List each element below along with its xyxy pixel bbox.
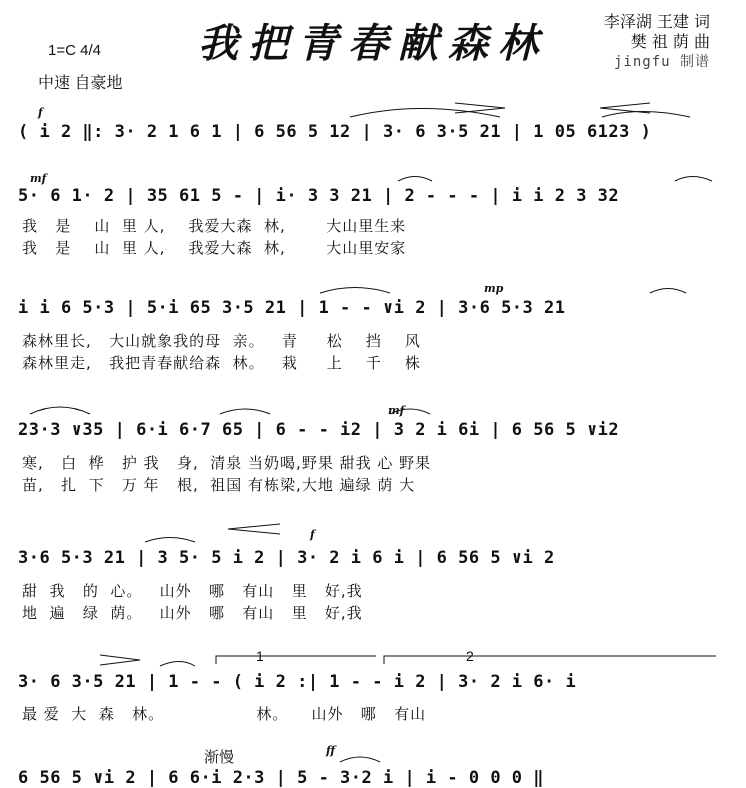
lyric-line-5b: 地 遍 绿 荫。 山外 哪 有山 里 好,我 (22, 604, 363, 622)
score-line-5: 3·6 5·3 21 | 3 5· 5 i 2 | 3· 2 i 6 i | 6 56 5 ∨i 2 (18, 548, 555, 568)
volta-bracket-2 (384, 656, 716, 664)
dynamic-ff-1: ff (326, 744, 336, 757)
slur-mark (30, 407, 90, 414)
dynamic-mf-2: mf (388, 404, 405, 417)
lyricist-credit: 李泽湖 王建 词 (603, 12, 710, 31)
crescendo-hairpin (228, 524, 280, 534)
lyric-line-3a: 森林里长, 大山就象我的母 亲。 青 松 挡 风 (22, 332, 421, 350)
transcriber-credit: jingfu 制谱 (613, 54, 710, 70)
lyric-line-5a: 甜 我 的 心。 山外 哪 有山 里 好,我 (22, 582, 363, 600)
dynamic-f-2: f (310, 528, 315, 541)
score-line-4: 23·3 ∨35 | 6·i 6·7 65 | 6 - - i2 | 3 2 i 6i | 6 56 5 ∨i2 (18, 420, 620, 440)
slur-mark (340, 757, 380, 762)
lyric-line-3b: 森林里走, 我把青春献给森 林。 栽 上 千 株 (22, 354, 421, 372)
slur-mark (390, 409, 430, 414)
lyric-line-2a: 我 是 山 里 人, 我爱大森 林, 大山里生来 (22, 217, 407, 235)
key-signature: 1=C 4/4 (48, 42, 101, 59)
volta-bracket-1 (216, 656, 376, 664)
dynamic-mp-1: mp (484, 282, 504, 295)
score-line-3: i i 6 5·3 | 5·i 65 3·5 21 | 1 - - ∨i 2 | 3·6 5·3 21 (18, 298, 566, 318)
dynamic-f-1: f (38, 106, 43, 119)
tempo-change-mark: 渐慢 (204, 749, 235, 766)
lyric-line-4a: 寒, 白 桦 护 我 身, 清泉 当奶喝,野果 甜我 心 野果 (22, 454, 432, 472)
slur-mark (650, 289, 686, 294)
slur-mark (160, 662, 195, 667)
score-line-6: 3· 6 3·5 21 | 1 - - ( i 2 :| 1 - - i 2 | 3· 2 i 6· i (18, 672, 577, 692)
score-line-1: ( i 2 ‖: 3· 2 1 6 1 | 6 56 5 12 | 3· 6 3·5 21 | 1 05 6123 ) (18, 122, 652, 142)
song-title: 我把青春献森林 (198, 20, 548, 67)
lyric-line-4b: 苗, 扎 下 万 年 根, 祖国 有栋梁,大地 遍绿 荫 大 (22, 476, 416, 494)
score-line-2: 5· 6 1· 2 | 35 61 5 - | i· 3 3 21 | 2 - - - | i i 2 3 32 (18, 186, 620, 206)
lyric-line-2b: 我 是 山 里 人, 我爱大森 林, 大山里安家 (22, 239, 407, 257)
slur-mark (350, 109, 500, 118)
score-line-7: 6 56 5 ∨i 2 | 6 6·i 2·3 | 5 - 3·2 i | i - 0 0 0 ‖ (18, 768, 545, 788)
volta-2-label: 2 (466, 648, 474, 664)
slur-mark (220, 409, 270, 414)
tempo-expression: 中速 自豪地 (38, 75, 123, 92)
lyric-line-6a: 最 爱 大 森 林。 林。 山外 哪 有山 (22, 705, 427, 723)
slur-mark (675, 177, 712, 182)
decrescendo-hairpin (100, 655, 140, 665)
dynamic-mf-1: mf (30, 172, 47, 185)
decrescendo-hairpin (455, 103, 505, 113)
volta-1-label: 1 (256, 648, 264, 664)
composer-credit: 樊 祖 荫 曲 (630, 32, 710, 51)
slur-mark (398, 177, 432, 182)
slur-mark (320, 288, 390, 294)
slur-mark (145, 538, 195, 543)
